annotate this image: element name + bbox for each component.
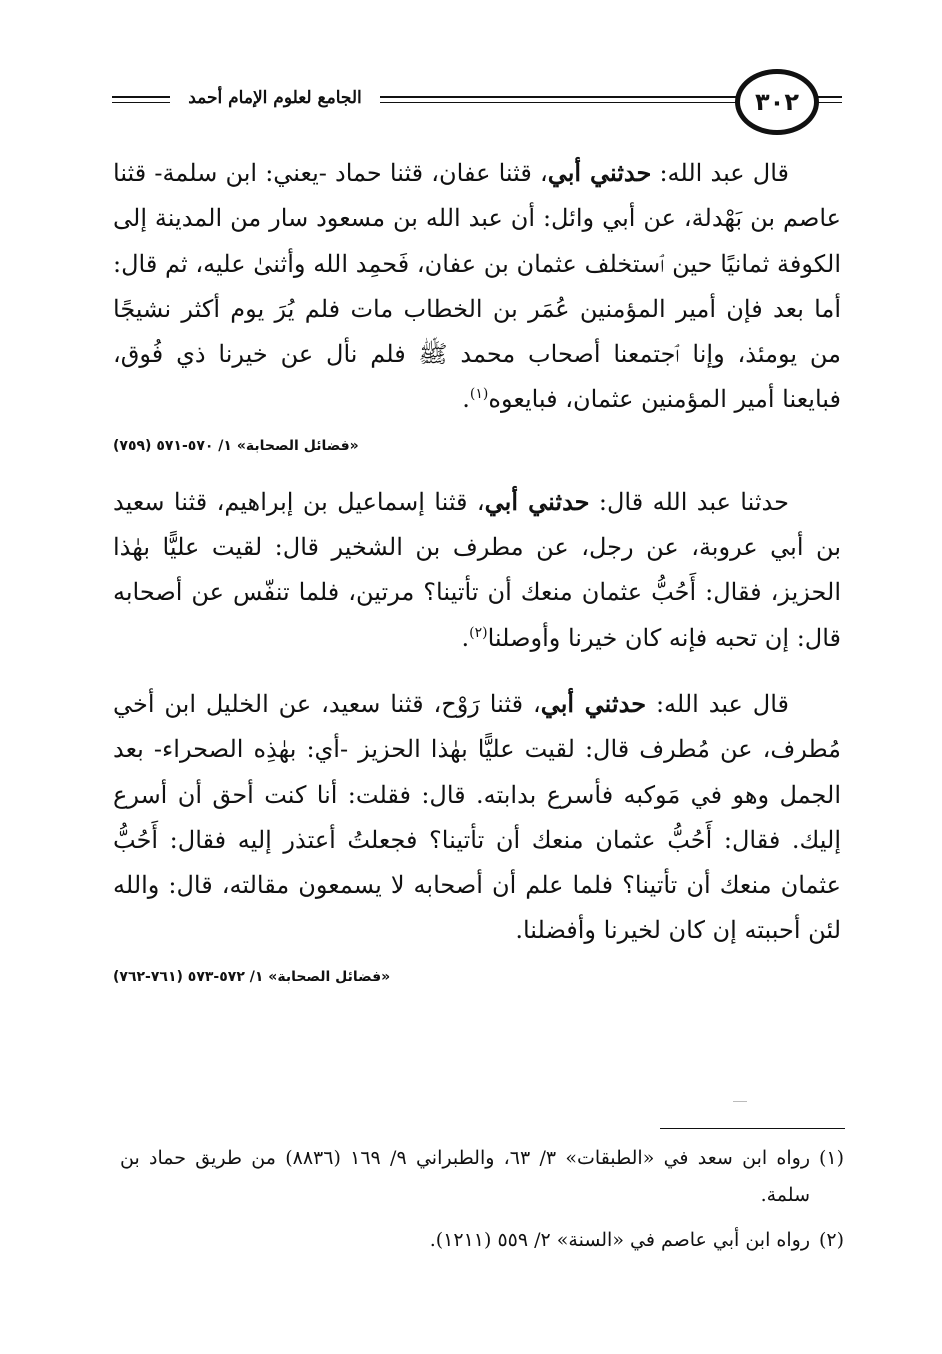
footnote-separator <box>660 1128 845 1129</box>
narration-intro: قال عبد الله: <box>646 689 789 718</box>
footnote-reference[interactable]: (٢) <box>469 624 488 641</box>
narration-body: ، قثنا رَوْح، قثنا سعيد، عن الخليل ابن أخي مُطرف، عن مُطرف قال: لقيت عليًّا بهٰذا الحزيز -أي: بهٰذِه الصحراء- بعد الجمل وهو في مَوكبه فأسرع بدابته. قال: فقلت: أنا كنت أحق أن أسرع إليك. فقال: أَحُبُّ عثمان منعك أن تأتينا؟ فجعلتُ أعتذر إليه فقال: أَحُبُّ عثمان منعك أن تأتينا؟ فلما علم أن أصحابه لا يسمعون مقالته، قال: والله لئن أحببته إن كان لخيرنا وأفضلنا <box>113 689 841 945</box>
narration-lead: حدثني أبي <box>547 158 652 187</box>
main-text <box>113 150 841 990</box>
running-title: الجامع لعلوم الإمام أحمد <box>170 88 380 108</box>
faint-mark <box>733 1101 747 1102</box>
narration-end: . <box>461 623 470 652</box>
footnote-reference[interactable]: (١) <box>469 386 489 403</box>
narration-intro: قال عبد الله: <box>651 159 789 187</box>
narration-body: ، قثنا إسماعيل بن إبراهيم، قثنا سعيد بن أبي عروبة، عن رجل، عن مطرف بن الشخير قال: لقيت عليًّا بهٰذا الحزيز، فقال: أَحُبُّ عثمان منعك أن تأتينا؟ مرتين، فلما تنفّس عن أصحابه قال: إن تحبه فإنه كان خيرنا وأوصلنا <box>113 487 841 652</box>
header-rule-middle <box>380 96 737 98</box>
page-header <box>112 66 842 146</box>
narration-end: . <box>462 385 470 414</box>
source-citation: «فضائل الصحابة» ١/ ٥٧٢-٥٧٣ (٧٦١-٧٦٢) <box>113 968 391 985</box>
narration-body: ، قثنا عفان، قثنا حماد -يعني: ابن سلمة- قثنا عاصم بن بَهْدلة، عن أبي وائل: أن عبد الله بن مسعود سار من المدينة إلى الكوفة ثمانيًا حين ٱستخلف عثمان بن عفان، فَحمِد الله وأثنىٰ عليه، ثم قال: أما بعد فإن أمير المؤمنين عُمَر بن الخطاب مات فلم يُرَ يوم أكثر نشيجًا من يومئذ، وإنا ٱجتمعنا أصحاب محمد ﷺ فلم نأل عن خيرنا ذي فُوق، فبايعنا أمير المؤمنين عثمان، فبايعوه <box>113 159 841 414</box>
narration-lead: حدثني أبي <box>540 688 647 718</box>
header-rule-middle-thin <box>380 102 737 103</box>
page-number-oval <box>735 69 819 135</box>
narration-intro: حدثنا عبد الله قال: <box>589 487 789 516</box>
footnote-text: رواه ابن أبي عاصم في «السنة» ٢/ ٥٥٩ (١٢١١). <box>429 1229 810 1251</box>
header-rule-left <box>112 96 170 98</box>
footnote-mark: (٢) <box>818 1229 844 1251</box>
source-citation: «فضائل الصحابة» ١/ ٥٧٠-٥٧١ (٧٥٩) <box>113 437 359 454</box>
header-rule-right <box>817 96 842 98</box>
footnote <box>120 1140 844 1214</box>
narration-lead: حدثني أبي <box>484 486 590 516</box>
narration-paragraph <box>113 479 841 661</box>
header-rule-right-thin <box>817 102 842 103</box>
footnote <box>120 1222 844 1259</box>
footnote-text: رواه ابن سعد في «الطبقات» ٣/ ٦٣، والطبراني ٩/ ١٦٩ (٨٨٣٦) من طريق حماد بن سلمة. <box>120 1147 810 1206</box>
narration-paragraph <box>113 681 841 954</box>
footnote-mark: (١) <box>818 1147 844 1169</box>
header-rule-left-thin <box>112 102 170 103</box>
footnotes <box>120 1140 844 1259</box>
narration-paragraph <box>113 150 841 423</box>
page-number: ٣٠٢ <box>755 88 799 116</box>
narration-end: . <box>515 916 523 945</box>
